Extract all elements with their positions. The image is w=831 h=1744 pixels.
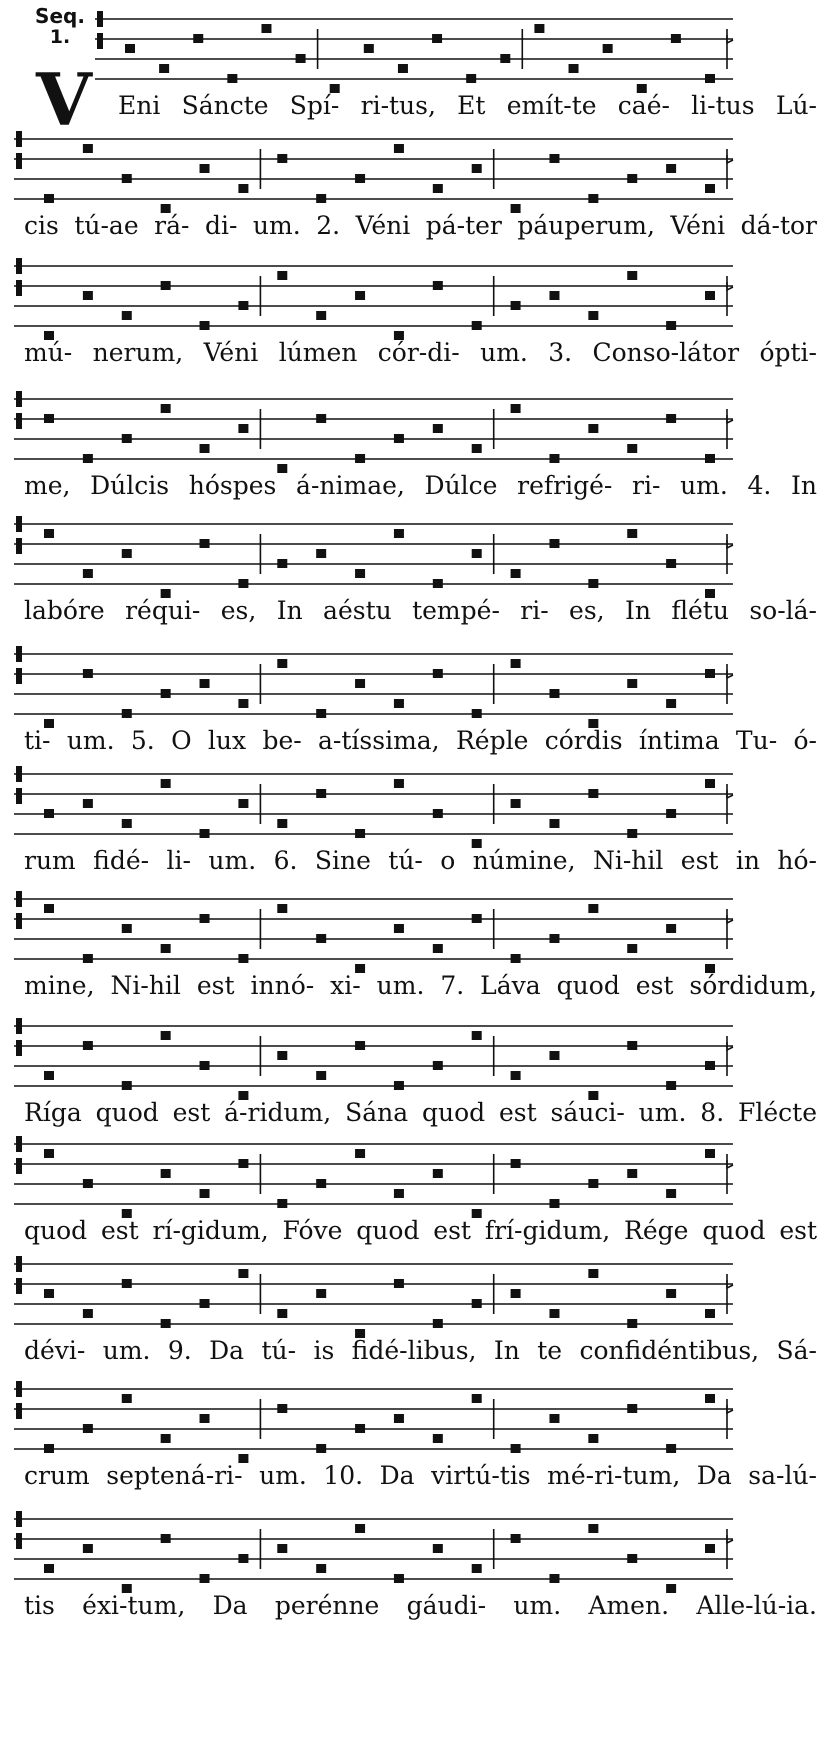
neume-note [588, 1524, 598, 1533]
neume-note [549, 539, 559, 548]
neume-note [627, 444, 637, 453]
neume-note [238, 424, 248, 433]
lyric-line: tis éxi-tum, Da perénne gáudi- um. Amen. Alle-lú-ia. [24, 1591, 817, 1620]
do-clef-icon [16, 891, 22, 929]
sequence-number: 1. [49, 26, 71, 48]
neume-note [316, 414, 326, 423]
neume-note [122, 709, 132, 718]
neume-note [627, 944, 637, 953]
staff [0, 1130, 831, 1220]
do-clef-icon [16, 258, 22, 296]
lyric-line: mú- nerum, Véni lúmen cór-di- um. 3. Conso-látor ópti- [24, 338, 817, 367]
neume-note [549, 454, 559, 463]
neume-note [472, 321, 482, 330]
neume-note [433, 1169, 443, 1178]
neume-note [122, 174, 132, 183]
neume-note [316, 194, 326, 203]
neume-note [200, 444, 210, 453]
neume-note [705, 669, 715, 678]
staff [0, 510, 831, 600]
do-clef-icon [16, 516, 22, 554]
neume-note [83, 1544, 93, 1553]
lyric-line: ti- um. 5. O lux be- a-tíssima, Réple córdis íntima Tu- ó- [24, 726, 817, 755]
neume-note [44, 194, 54, 203]
chant-system [0, 125, 831, 245]
neume-note [705, 1149, 715, 1158]
neume-note [44, 1289, 54, 1298]
neume-note [122, 311, 132, 320]
neume-note [433, 184, 443, 193]
neume-note [472, 1394, 482, 1403]
initial-letter: V [36, 57, 92, 142]
neume-note [316, 1179, 326, 1188]
do-clef-icon [16, 1381, 22, 1419]
neume-note [627, 1041, 637, 1050]
do-clef-icon [16, 646, 22, 684]
neume-note [433, 1319, 443, 1328]
do-clef-icon [16, 1136, 22, 1174]
neume-note [83, 1309, 93, 1318]
neume-note [83, 1424, 93, 1433]
neume-note [44, 1071, 54, 1080]
neume-note [277, 154, 287, 163]
neume-note [83, 291, 93, 300]
neume-note [355, 1424, 365, 1433]
neume-note [193, 34, 203, 43]
neume-note [511, 301, 521, 310]
neume-note [588, 579, 598, 588]
neume-note [433, 1544, 443, 1553]
neume-note [549, 934, 559, 943]
neume-note [159, 64, 169, 73]
chant-system [0, 760, 831, 880]
neume-note [83, 454, 93, 463]
neume-note [44, 529, 54, 538]
neume-note [472, 1299, 482, 1308]
neume-note [394, 144, 404, 153]
neume-note [161, 1169, 171, 1178]
neume-note [627, 679, 637, 688]
neume-note [666, 1444, 676, 1453]
neume-note [666, 809, 676, 818]
neume-note [316, 1071, 326, 1080]
staff [0, 1012, 831, 1102]
neume-note [705, 1309, 715, 1318]
neume-note [433, 809, 443, 818]
neume-note [277, 1544, 287, 1553]
do-clef-icon [16, 1018, 22, 1056]
neume-note [83, 669, 93, 678]
neume-note [472, 709, 482, 718]
neume-note [705, 1394, 715, 1403]
neume-note [666, 414, 676, 423]
neume-note [627, 829, 637, 838]
neume-note [355, 174, 365, 183]
neume-note [394, 1279, 404, 1288]
neume-note [316, 709, 326, 718]
neume-note [394, 1414, 404, 1423]
lyric-line: crum septená-ri- um. 10. Da virtú-tis mé-ri-tum, Da sa-lú- [24, 1461, 817, 1490]
neume-note [534, 24, 544, 33]
chant-system [0, 1130, 831, 1250]
neume-note [200, 1574, 210, 1583]
neume-note [588, 789, 598, 798]
neume-note [355, 569, 365, 578]
neume-note [549, 689, 559, 698]
neume-note [666, 1081, 676, 1090]
neume-note [83, 1179, 93, 1188]
neume-note [588, 1179, 598, 1188]
neume-note [398, 64, 408, 73]
staff [0, 1250, 831, 1340]
neume-note [238, 954, 248, 963]
neume-note [588, 1269, 598, 1278]
neume-note [227, 74, 237, 83]
neume-note [44, 414, 54, 423]
neume-note [472, 1031, 482, 1040]
neume-note [355, 1524, 365, 1533]
neume-note [705, 184, 715, 193]
neume-note [666, 321, 676, 330]
neume-note [433, 1061, 443, 1070]
neume-note [122, 819, 132, 828]
neume-note [355, 454, 365, 463]
neume-note [238, 301, 248, 310]
neume-note [705, 454, 715, 463]
neume-note [364, 44, 374, 53]
neume-note [500, 54, 510, 63]
lyric-line: Eni Sáncte Spí- ri-tus, Et emít-te caé- li-tus Lú- [118, 91, 817, 120]
lyric-line: labóre réqui- es, In aéstu tempé- ri- es, In flétu so-lá- [24, 596, 817, 625]
chant-system [0, 1375, 831, 1495]
neume-note [705, 1061, 715, 1070]
chant-system [0, 885, 831, 1005]
neume-note [200, 829, 210, 838]
neume-note [666, 164, 676, 173]
neume-note [394, 699, 404, 708]
neume-note [161, 404, 171, 413]
neume-note [200, 914, 210, 923]
neume-note [627, 271, 637, 280]
neume-note [83, 954, 93, 963]
neume-note [200, 164, 210, 173]
neume-note [666, 1289, 676, 1298]
neume-note [472, 1564, 482, 1573]
neume-note [83, 799, 93, 808]
neume-note [238, 579, 248, 588]
neume-note [277, 559, 287, 568]
lyric-line: mine, Ni-hil est innó- xi- um. 7. Láva quod est sórdidum, [24, 971, 817, 1000]
neume-note [627, 1319, 637, 1328]
neume-note [472, 164, 482, 173]
neume-note [122, 1394, 132, 1403]
neume-note [511, 1071, 521, 1080]
do-clef-icon [16, 1256, 22, 1294]
neume-note [122, 1081, 132, 1090]
staff [0, 125, 831, 215]
neume-note [122, 924, 132, 933]
neume-note [394, 1189, 404, 1198]
neume-note [122, 549, 132, 558]
chant-system [0, 252, 831, 372]
neume-note [238, 1554, 248, 1563]
neume-note [238, 699, 248, 708]
neume-note [549, 1199, 559, 1208]
neume-note [277, 904, 287, 913]
neume-note [588, 311, 598, 320]
neume-note [83, 569, 93, 578]
neume-note [277, 1199, 287, 1208]
neume-note [549, 819, 559, 828]
neume-note [316, 1289, 326, 1298]
neume-note [122, 434, 132, 443]
staff [0, 1505, 831, 1595]
lyric-line: quod est rí-gidum, Fóve quod est frí-gidum, Rége quod est [24, 1216, 817, 1245]
neume-note [83, 144, 93, 153]
neume-note [394, 434, 404, 443]
neume-note [511, 954, 521, 963]
neume-note [627, 1554, 637, 1563]
neume-note [355, 829, 365, 838]
neume-note [200, 539, 210, 548]
lyric-line: cis tú-ae rá- di- um. 2. Véni pá-ter páuperum, Véni dá-tor [24, 211, 817, 240]
staff [0, 885, 831, 975]
neume-note [316, 1444, 326, 1453]
staff [0, 760, 831, 850]
neume-note [355, 679, 365, 688]
neume-note [355, 1149, 365, 1158]
do-clef-icon [16, 131, 22, 169]
do-clef-icon [97, 11, 103, 49]
chant-system [0, 1012, 831, 1132]
neume-note [511, 404, 521, 413]
chant-system [0, 5, 831, 125]
chant-system [0, 640, 831, 760]
neume-note [277, 659, 287, 668]
neume-note [511, 569, 521, 578]
neume-note [316, 789, 326, 798]
neume-note [44, 1444, 54, 1453]
neume-note [433, 1434, 443, 1443]
neume-note [261, 24, 271, 33]
neume-note [161, 1534, 171, 1543]
neume-note [238, 184, 248, 193]
neume-note [277, 1051, 287, 1060]
neume-note [569, 64, 579, 73]
neume-note [355, 1041, 365, 1050]
neume-note [161, 1434, 171, 1443]
neume-note [394, 924, 404, 933]
neume-note [433, 424, 443, 433]
neume-note [705, 291, 715, 300]
neume-note [666, 924, 676, 933]
neume-note [627, 1169, 637, 1178]
staff [0, 640, 831, 730]
neume-note [161, 779, 171, 788]
neume-note [200, 679, 210, 688]
neume-note [671, 34, 681, 43]
neume-note [394, 1081, 404, 1090]
neume-note [316, 311, 326, 320]
neume-note [44, 1564, 54, 1573]
neume-note [433, 579, 443, 588]
neume-note [125, 44, 135, 53]
neume-note [666, 699, 676, 708]
neume-note [549, 1051, 559, 1060]
neume-note [511, 1444, 521, 1453]
neume-note [588, 1434, 598, 1443]
chant-system [0, 510, 831, 630]
neume-note [44, 904, 54, 913]
neume-note [161, 1319, 171, 1328]
neume-note [394, 1574, 404, 1583]
neume-note [705, 74, 715, 83]
neume-note [394, 529, 404, 538]
neume-note [316, 934, 326, 943]
neume-note [161, 1031, 171, 1040]
chant-system [0, 385, 831, 505]
neume-note [549, 154, 559, 163]
neume-note [200, 1299, 210, 1308]
neume-note [122, 1279, 132, 1288]
neume-note [238, 799, 248, 808]
neume-note [588, 194, 598, 203]
chant-system [0, 1505, 831, 1625]
neume-note [627, 529, 637, 538]
neume-note [511, 799, 521, 808]
neume-note [277, 819, 287, 828]
neume-note [316, 1564, 326, 1573]
neume-note [44, 1149, 54, 1158]
neume-note [705, 1544, 715, 1553]
lyric-line: Ríga quod est á-ridum, Sána quod est sáuci- um. 8. Flécte [24, 1098, 817, 1127]
neume-note [466, 74, 476, 83]
neume-note [161, 689, 171, 698]
neume-note [627, 1404, 637, 1413]
neume-note [433, 669, 443, 678]
neume-note [432, 34, 442, 43]
neume-note [394, 779, 404, 788]
neume-note [627, 174, 637, 183]
sequence-label: Seq. [35, 4, 85, 28]
neume-note [238, 1159, 248, 1168]
neume-note [472, 444, 482, 453]
staff [0, 1375, 831, 1465]
neume-note [511, 1289, 521, 1298]
neume-note [355, 291, 365, 300]
neume-note [44, 809, 54, 818]
neume-note [549, 1574, 559, 1583]
neume-note [277, 1309, 287, 1318]
do-clef-icon [16, 391, 22, 429]
neume-note [588, 424, 598, 433]
neume-note [511, 659, 521, 668]
neume-note [296, 54, 306, 63]
lyric-line: rum fidé- li- um. 6. Sine tú- o númine, Ni-hil est in hó- [24, 846, 817, 875]
staff [0, 385, 831, 475]
neume-note [277, 271, 287, 280]
neume-note [433, 281, 443, 290]
neume-note [511, 1534, 521, 1543]
neume-note [588, 904, 598, 913]
neume-note [277, 1404, 287, 1413]
neume-note [433, 944, 443, 953]
neume-note [666, 1189, 676, 1198]
do-clef-icon [16, 1511, 22, 1549]
neume-note [472, 914, 482, 923]
neume-note [200, 1061, 210, 1070]
neume-note [511, 1159, 521, 1168]
neume-note [238, 1269, 248, 1278]
lyric-line: me, Dúlcis hóspes á-nimae, Dúlce refrigé- ri- um. 4. In [24, 471, 817, 500]
staff [0, 252, 831, 342]
neume-note [603, 44, 613, 53]
neume-note [200, 1189, 210, 1198]
neume-note [161, 281, 171, 290]
neume-note [472, 549, 482, 558]
neume-note [666, 559, 676, 568]
neume-note [705, 779, 715, 788]
neume-note [200, 1414, 210, 1423]
do-clef-icon [16, 766, 22, 804]
lyric-line: dévi- um. 9. Da tú- is fidé-libus, In te confidéntibus, Sá- [24, 1336, 817, 1365]
neume-note [549, 291, 559, 300]
staff [0, 5, 831, 95]
neume-note [316, 549, 326, 558]
neume-note [549, 1414, 559, 1423]
neume-note [161, 944, 171, 953]
chant-system [0, 1250, 831, 1370]
neume-note [549, 1309, 559, 1318]
neume-note [83, 1041, 93, 1050]
neume-note [200, 321, 210, 330]
